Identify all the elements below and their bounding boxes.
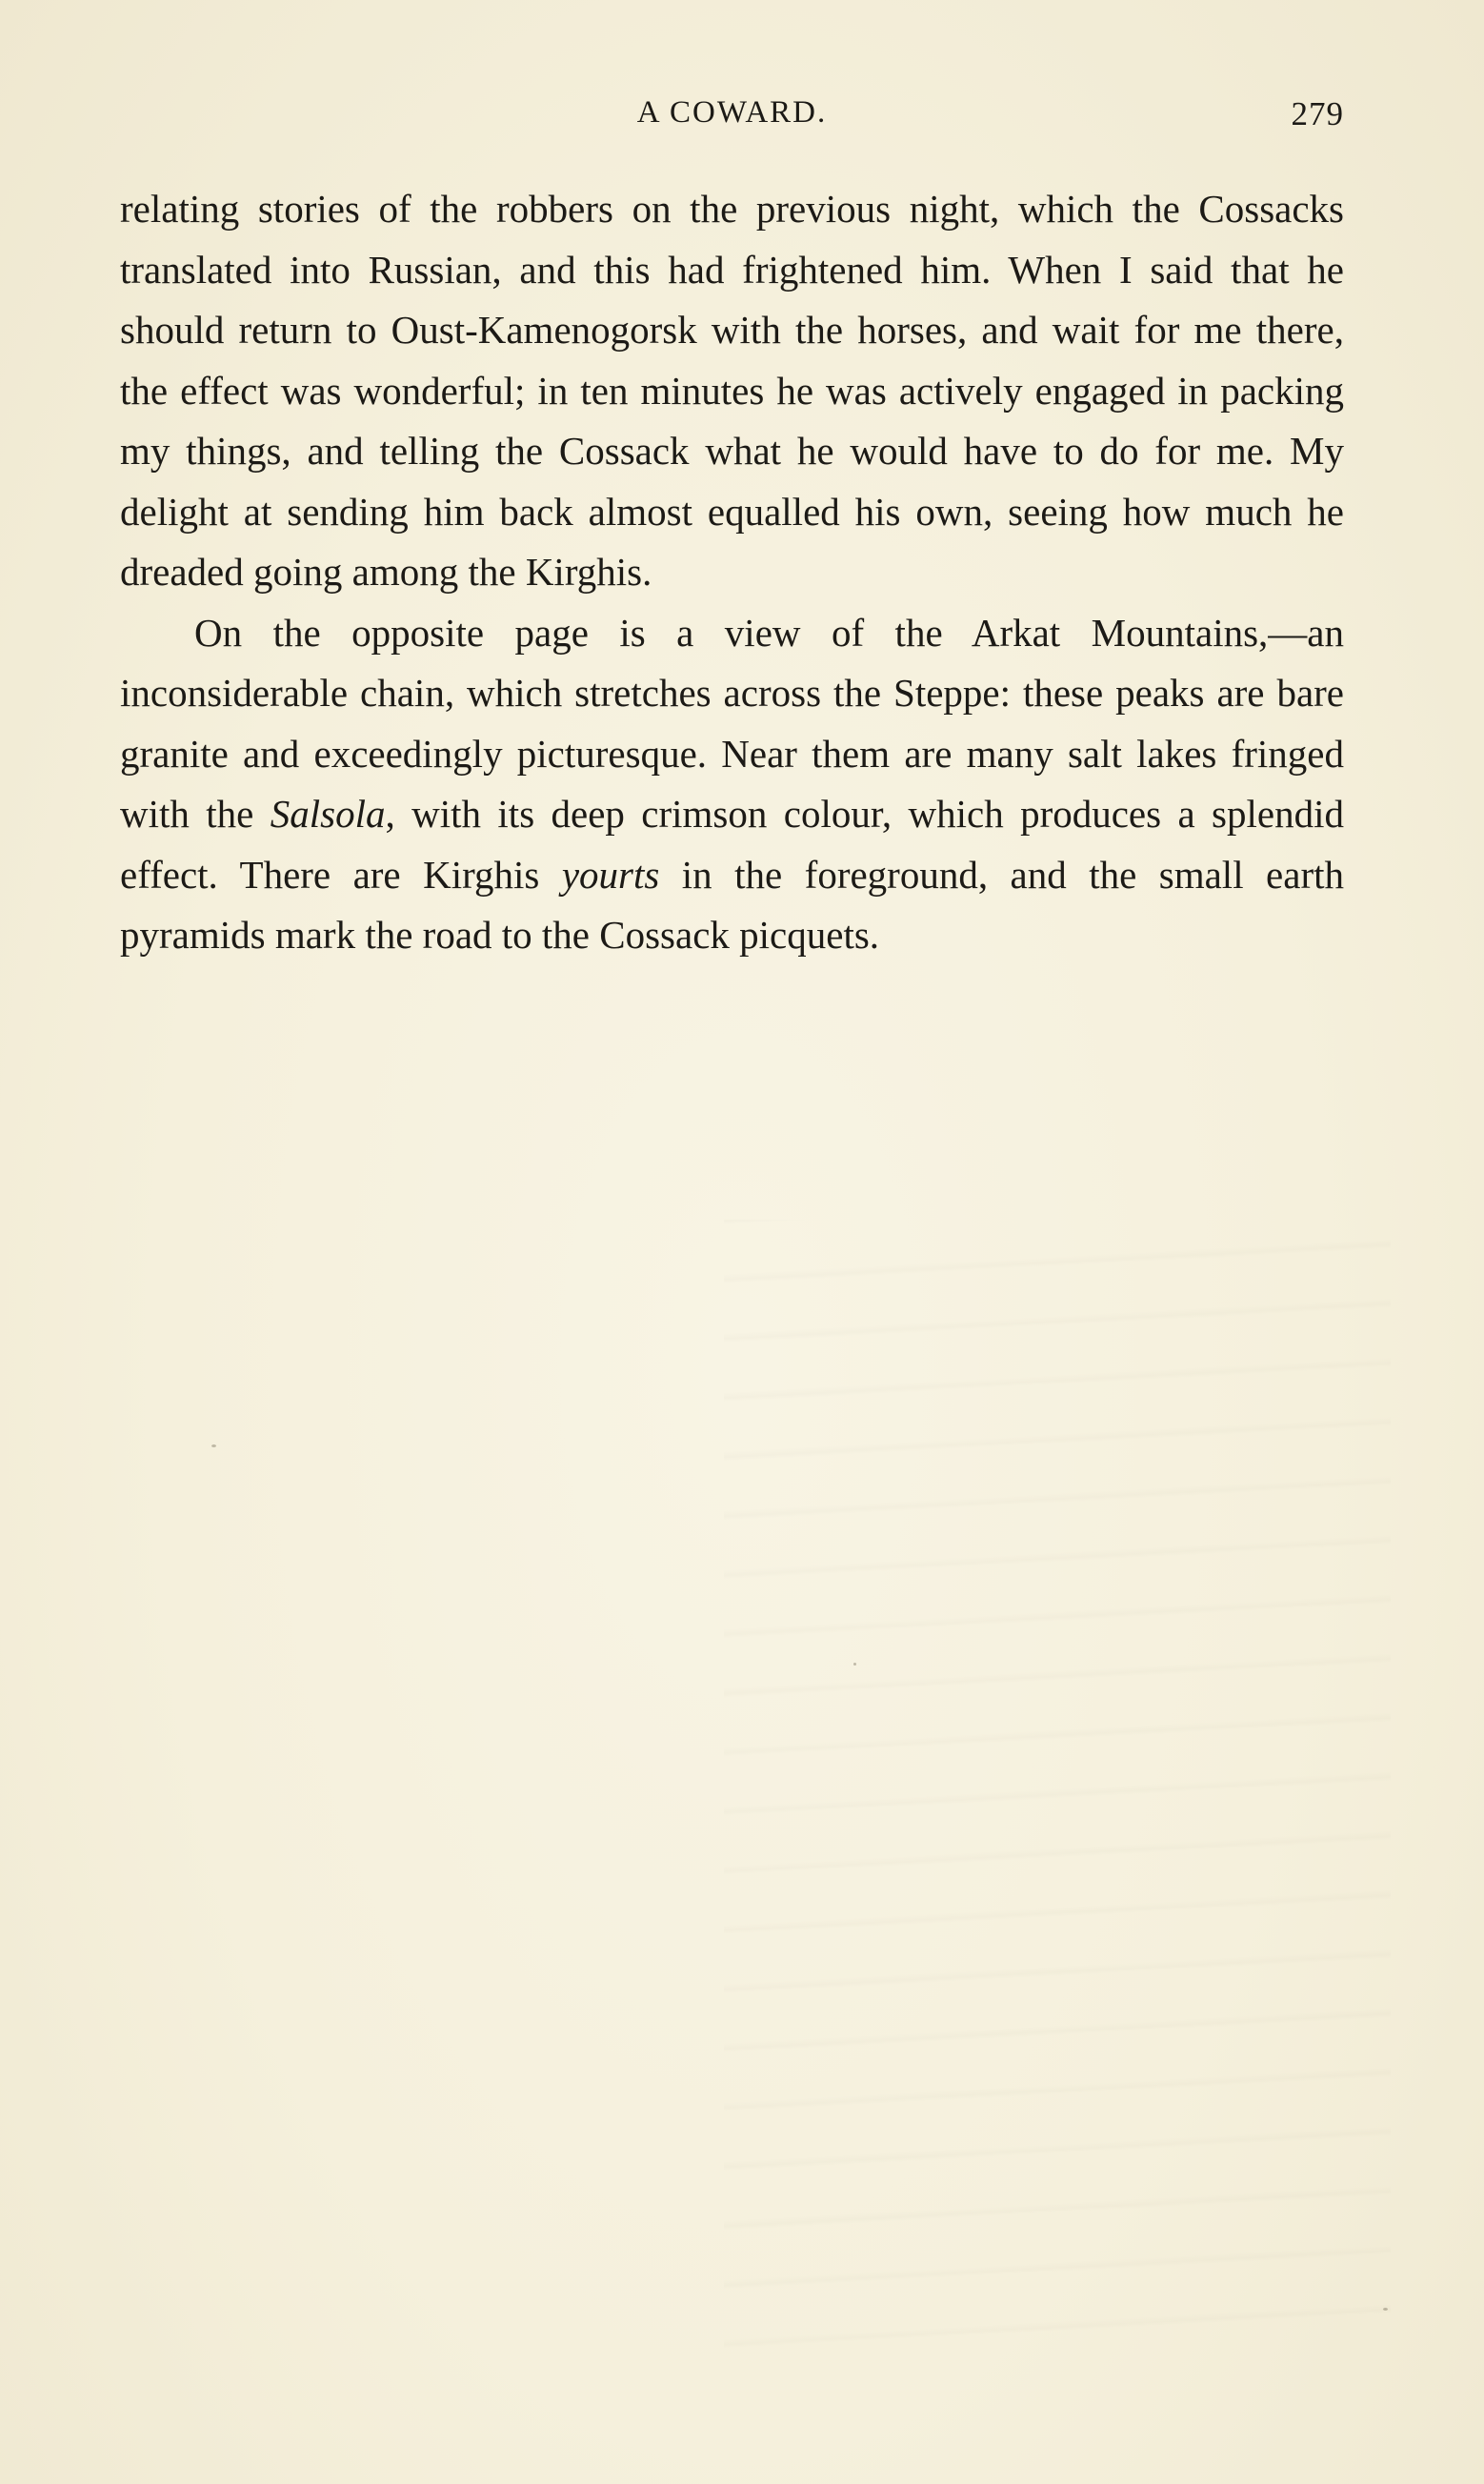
paper-speck bbox=[1383, 2308, 1388, 2311]
paragraph bbox=[120, 603, 1344, 966]
paragraph-text: in the foreground, and the small earth pyramids mark the road to the Cossack picquets. bbox=[120, 852, 1344, 957]
paper-speck bbox=[211, 1444, 216, 1447]
show-through-shading bbox=[724, 1220, 1391, 2363]
paragraph-text: On the opposite page is a view of the Arkat Mountains,—an inconsiderable chain, which stretches across the Steppe: these peaks are bare granite and exceedingly picturesque. Near them are many salt lakes fringed with the bbox=[120, 610, 1344, 836]
running-head bbox=[120, 95, 1344, 137]
paper-speck bbox=[853, 1663, 856, 1666]
page-number: 279 bbox=[1291, 95, 1344, 132]
running-title: A COWARD. bbox=[636, 95, 828, 130]
text-block bbox=[120, 179, 1344, 966]
italic-term: yourts bbox=[561, 852, 660, 897]
paragraph: relating stories of the robbers on the previous night, which the Cossacks translated into Russian, and this had frightened him. When I said that he should return to Oust-Kamenogorsk with the horses, and wait for me there, the effect was wonderful; in ten minutes he was actively engaged in packing my things, and telling the Cossack what he would have to do for me. My delight at sending him back almost equalled his own, seeing how much he dreaded going among the Kirghis. bbox=[120, 187, 1344, 594]
italic-term: Salsola bbox=[270, 792, 386, 836]
paragraph-text: , with its deep crimson colour, which produces a splendid effect. There are Kirghis bbox=[120, 792, 1344, 897]
